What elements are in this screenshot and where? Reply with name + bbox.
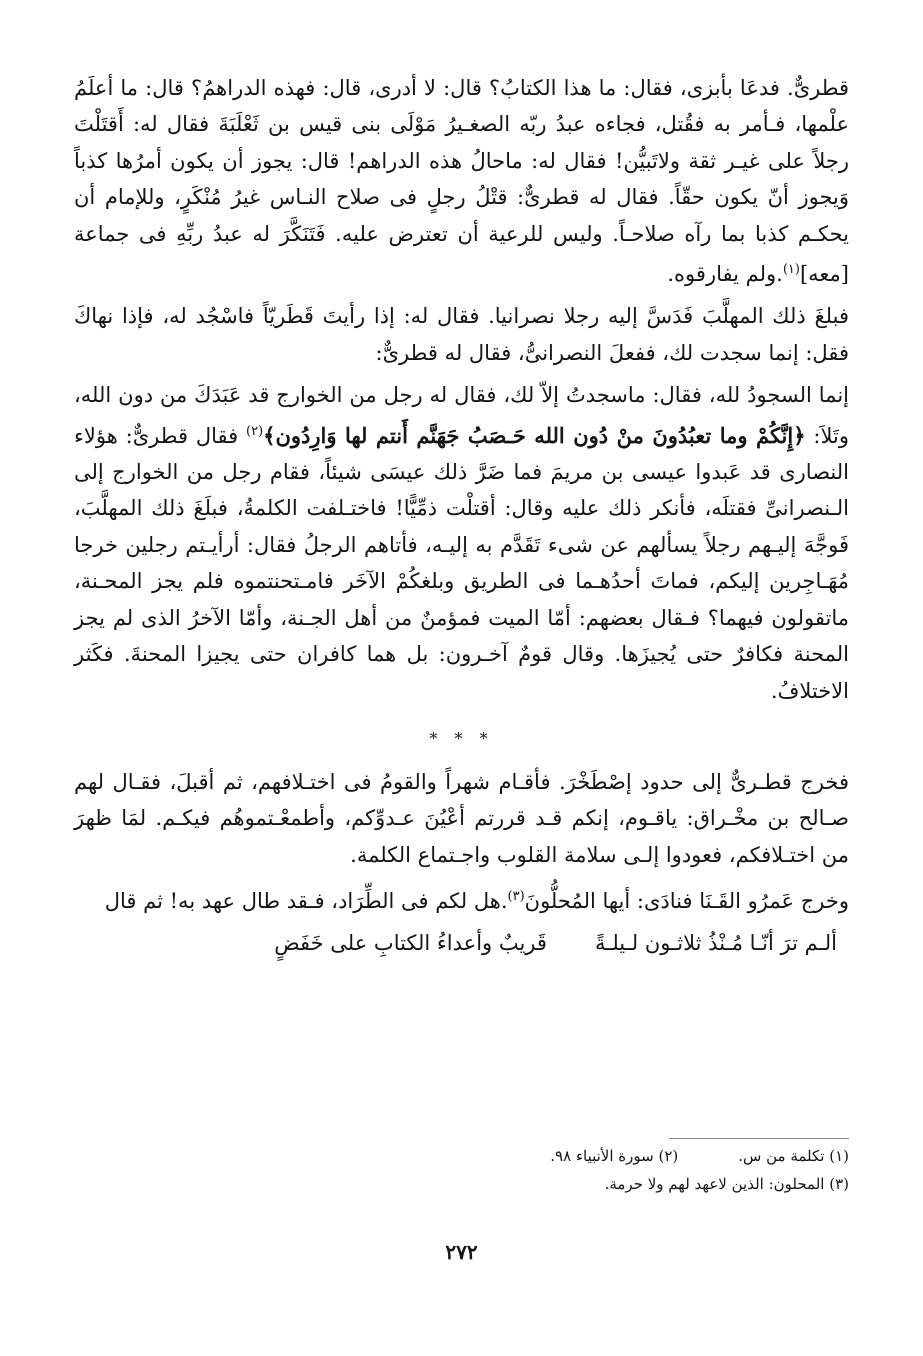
quran-verse: ﴿إِنَّكُمْ وما تعبُدُونَ منْ دُون الله حَـصَبُ جَهَنَّم أَنتم لها وَارِدُون﴾ bbox=[263, 422, 806, 448]
paragraph-3-tail: فقال قطرىٌّ: هؤلاء النصارى قد عَبدوا عيسى بن مريمَ فما ضَرَّ ذلك عيسَى شيئاً، فقام رجل من الخوارج إلى الـنصرانىِّ فقتلَه، فأنكر ذلك عليه وقال: أقتلْت ذمِّيًّا! فاختـلفت الكلمةُ، فبلَغَ ذلك المهلَّبَ، فَوجَّهَ إليـهم رجلاً يسألهم عن شىء تَقَدَّم به إليـه، فأتاهم الرجلُ فقال: أرأيـتم رجلين خرجا مُهَـاجِرين إليكم، فماتَ أحدُهـما فى الطريق وبلغكُمْ الآخَر فامـتحنتموه فلم يجز المحـنة، ماتقولون فيهما؟ فـقال بعضهم: أمّا الميت فمؤمنٌ من أهل الجـنة، وأمّا الآخرُ الذى لم يجز المحنة فكافرٌ حتى يُجيزَها. وقال قومٌ آخـرون: بل هما كافران حتى يجيزا المحنةَ. فكَثر الاختلافُ. bbox=[74, 423, 849, 703]
paragraph-5 bbox=[74, 879, 849, 919]
paragraph-1-text: قطرىٌّ. فدعَا بأبزى، فقال: ما هذا الكتابُ؟ قال: لا أدرى، قال: فهذه الدراهمُ؟ قال: ما أعلَمُ علْمها، فـأمر به فقُتل، فجاءه عبدُ ربّه الصغـيرُ مَوْلَى بنى قيس بن ثَعْلَبَةَ فقال له: أَقتَلْتَ رجلاً على غيـر ثقة ولاتَبيُّن! فقال له: ماحالُ هذه الدراهم! قال: يجوز أن يكون أمرُها كذباً وَيجوز أنّ يكون حقّاً. فقال له قطرىٌّ: قتْلُ رجلٍ فى صلاح النـاس غيرُ مُنْكَرٍ، وللإمام أن يحكـم كذبا بما رآه صلاحـاً. وليس للرعية أن تعترض عليه. فَتَنَكَّرَ له عبدُ ربِّهِ فى جماعة [معه] bbox=[74, 76, 849, 287]
footnote-2: (٢) سورة الأنبياء ٩٨. bbox=[550, 1147, 679, 1165]
paragraph-1-tail: .ولم يفارقوه. bbox=[667, 262, 783, 287]
paragraph-3-text: إنما السجودُ لله، فقال: ماسجدتُ إلاّ لك، فقال له رجل من الخوارج قد عَبَدَكَ من دون الله، وتَلاَ: bbox=[74, 383, 849, 448]
footnote-1: (١) تكلمة من س. bbox=[738, 1147, 849, 1165]
section-separator: * * * bbox=[429, 728, 494, 748]
footnotes bbox=[74, 1142, 849, 1198]
verse-hemistich-1: ألـم ترَ أنّـا مُـنْذُ ثلاثـون لـيلـةً bbox=[594, 930, 837, 955]
paragraph-5-head: وخرج عَمرُو القَـنَا فنادَى: أيها المُحلُّونَ bbox=[524, 889, 849, 914]
footnote-divider bbox=[669, 1138, 849, 1139]
paragraph-5-tail: .هل لكم فى الطِّرَاد، فـقد طال عهد به! ثم قال bbox=[104, 889, 508, 914]
paragraph-2: فبلغَ ذلك المهلَّبَ فَدَسَّ إليه رجلا نصرانيا. فقال له: إذا رأيتَ قَطَريّاً فاسْجُد له، فإذا نهاكَ فقل: إنما سجدت لك، ففعلَ النصرانىُّ، فقال له قطرىٌّ: bbox=[74, 304, 849, 365]
footnote-ref-3[interactable]: (٣) bbox=[507, 889, 525, 905]
page-number: ٢٧٢ bbox=[445, 1240, 478, 1264]
verse-hemistich-2: قَريبٌ وأعداءُ الكتابِ على خَفَضٍ bbox=[274, 930, 547, 955]
footnote-ref-1[interactable]: (١) bbox=[782, 262, 800, 278]
footnote-row-1 bbox=[74, 1142, 849, 1170]
paragraph-4: فخرج قطـرىٌّ إلى حدود إصْطَخْرَ. فأقـام شهراً والقومُ فى اختـلافهم، ثم أقبلَ، فقـال لهم صـالح بن مخْـراق: ياقـوم، إنكم قـد قررتم أعْيُنَ عـدوِّكم، وأطمعْـتموهُم فيكـم. لمَا ظهرَ من اختـلافكم، فعودوا إلـى سلامة القلوب واجـتماع الكلمة. bbox=[74, 769, 849, 867]
footnote-ref-2[interactable]: (٢) bbox=[246, 423, 264, 439]
footnote-3: (٣) المحلون: الذين لاعهد لهم ولا حرمة. bbox=[604, 1175, 849, 1193]
paragraph-3 bbox=[74, 377, 849, 709]
poetry-verse bbox=[74, 924, 849, 962]
paragraph-1 bbox=[74, 70, 849, 292]
page-body bbox=[74, 70, 849, 962]
